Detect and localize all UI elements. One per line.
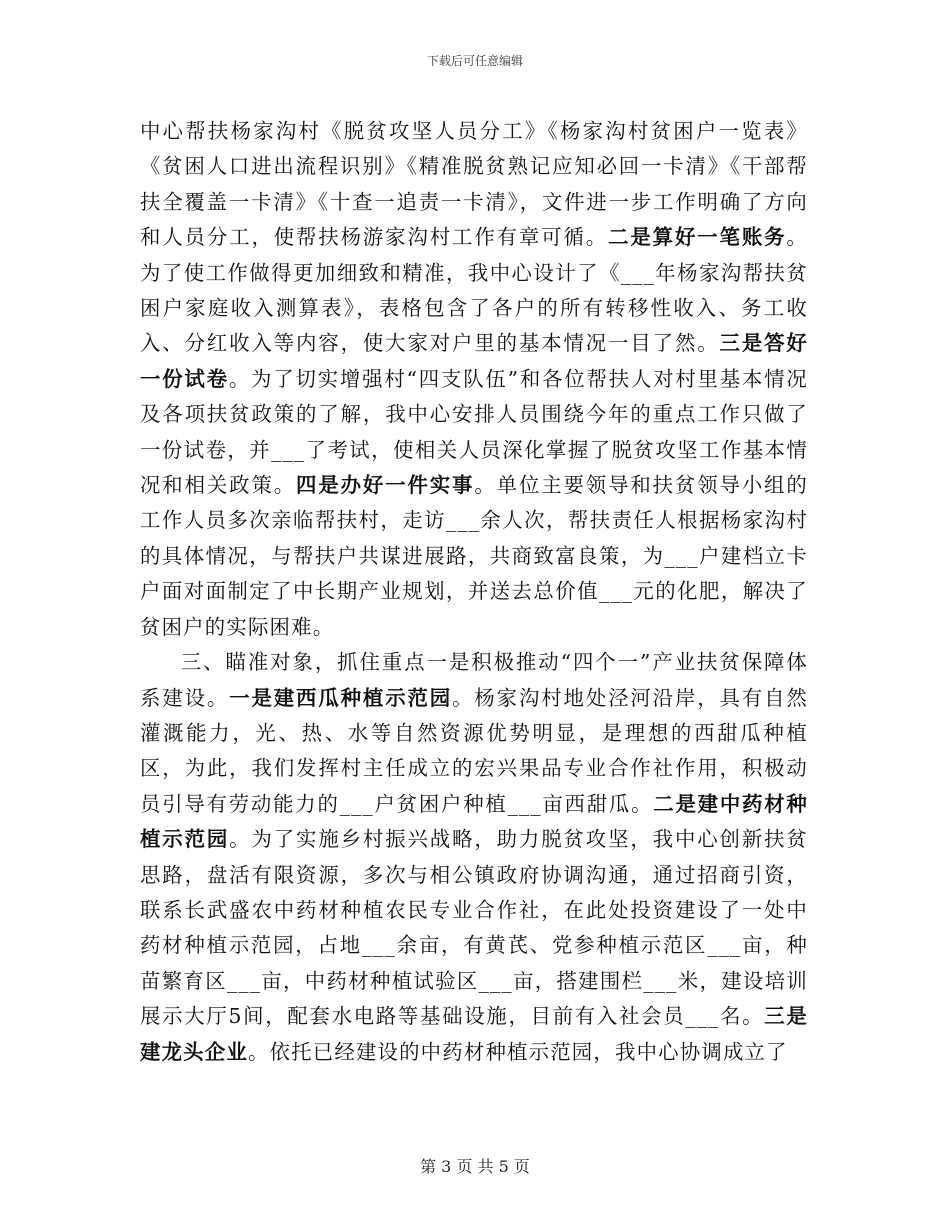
bold-heading-run: 四是办好一件实事 (296, 473, 475, 498)
text-run: 。为了使工作做得更加细致和精准，我中心设计了《___年杨家沟帮扶贫困户家庭收入测算表》，表格包含了各户的所有转移性收入、务工收入、分红收入等内容，使大家对户里的基本情况一目了然。 (140, 225, 808, 356)
text-run: 。为了实施乡村振兴战略，助力脱贫攻坚，我中心创新扶贫思路，盘活有限资源，多次与相公镇政府协调沟通，通过招商引资，联系长武盛农中药材种植农民专业合作社，在此处投资建设了一处中药材种植示范园，占地___余亩，有黄芪、党参种植示范区___亩，种苗繁育区___亩，中药材种植试验区___亩，搭建围栏___米，建设培训展示大厅5间，配套水电路等基础设施，目前有入社会员___名。 (140, 827, 808, 1029)
page-number: 第 3 页 共 5 页 (420, 1157, 530, 1176)
text-run: 。杨家沟村地处泾河沿岸，具有自然灌溉能力，光、热、水等自然资源优势明显，是理想的西甜瓜种植区，为此，我们发挥村主任成立的宏兴果品专业合作社作用，积极动员引导有劳动能力的___户贫困户种植___亩西甜瓜。 (140, 685, 809, 816)
text-run: 。为了切实增强村“四支队伍”和各位帮扶人对村里基本情况及各项扶贫政策的了解，我中心安排人员围绕今年的重点工作只做了一份试卷，并___了考试，使相关人员深化掌握了脱贫攻坚工作基本情况和相关政策。 (140, 366, 808, 498)
text-run: 三、瞄准对象，抓住重点一是积极推动“四个一”产业扶贫保障体系建设。 (140, 650, 808, 710)
page-header: 下载后可任意编辑 (426, 54, 523, 68)
text-run: 。依托已经建设的中药材种植示范园，我中心协调成立了 (247, 1039, 788, 1064)
bold-heading-run: 二是算好一笔账务 (608, 225, 787, 250)
bold-heading-run: 三是答好一份试卷 (140, 331, 808, 391)
bold-heading-run: 二是建中药材种植示范园 (140, 791, 808, 852)
document-body (140, 114, 808, 1070)
text-run: 中心帮扶杨家沟村《脱贫攻坚人员分工》《杨家沟村贫困户一览表》《贫困人口进出流程识别》《精准脱贫熟记应知必回一卡清》《干部帮扶全覆盖一卡清》《十查一追责一卡清》，文件进一步工作明确了方向和人员分工，使帮扶杨游家沟村工作有章可循。 (140, 119, 808, 250)
paragraph-1 (140, 114, 808, 645)
paragraph-2 (140, 645, 808, 1070)
bold-heading-run: 一是建西瓜种植示范园 (229, 685, 453, 710)
text-run: 。单位主要领导和扶贫领导小组的工作人员多次亲临帮扶村，走访___余人次，帮扶责任人根据杨家沟村的具体情况，与帮扶户共谋进展路，共商致富良策，为___户建档立卡户面对面制定了中长期产业规划，并送去总价值___元的化肥，解决了贫困户的实际困难。 (140, 473, 809, 639)
bold-heading-run: 三是建龙头企业 (140, 1004, 808, 1064)
